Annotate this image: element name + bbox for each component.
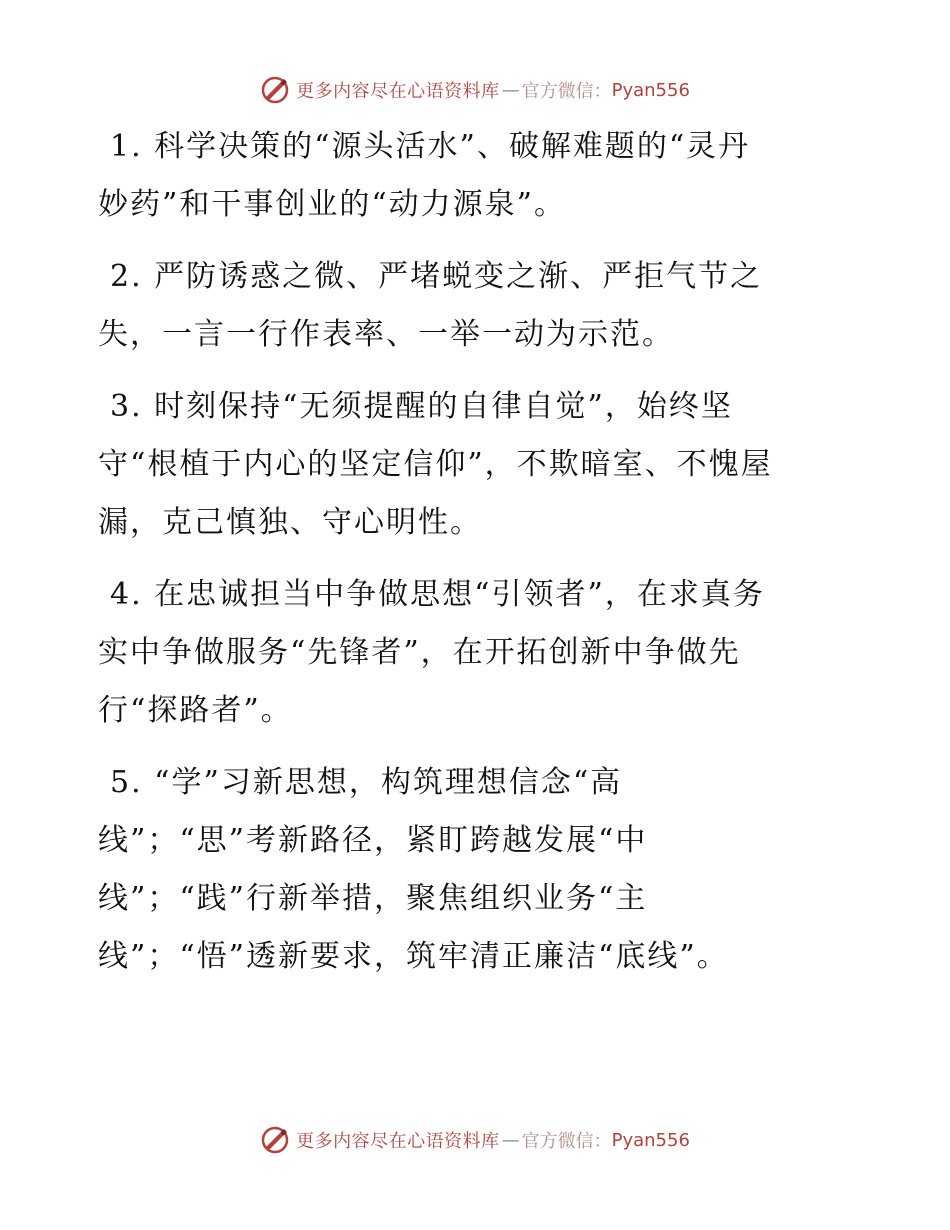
list-item-3 [98,378,858,552]
list-item-5 [98,754,858,986]
pen-logo-icon [260,75,290,105]
list-item-line: 妙药”和干事创业的“动力源泉”。 [98,187,567,222]
list-item-line: 3. 时刻保持“无须提醒的自律自觉”，始终坚 [110,389,733,424]
list-item-1 [98,118,858,234]
list-item-line: 行“探路者”。 [98,693,293,728]
list-item-line: 漏，克己慎独、守心明性。 [98,505,482,540]
footer-watermark [0,1120,950,1160]
document-body [98,118,858,1000]
list-item-line: 5. “学”习新思想，构筑理想信念“高 [110,765,623,800]
watermark-text: 更多内容尽在心语资料库 [296,1131,500,1152]
list-item-line: 实中争做服务“先锋者”，在开拓创新中争做先 [98,635,741,670]
watermark-dash: — [501,1129,520,1151]
watermark-wechat-label: 官方微信： [521,81,612,102]
list-item-line: 4. 在忠诚担当中争做思想“引领者”，在求真务 [110,577,765,612]
list-item-line: 线”；“思”考新路径，紧盯跨越发展“中 [98,823,648,858]
list-item-line: 线”；“悟”透新要求，筑牢清正廉洁“底线”。 [98,939,729,974]
watermark-wechat-label: 官方微信： [521,1131,612,1152]
watermark-wechat-id: Pyan556 [611,1129,690,1151]
list-item-4 [98,566,858,740]
list-item-2 [98,248,858,364]
watermark-wechat-id: Pyan556 [611,79,690,101]
watermark-dash: — [501,79,520,101]
list-item-line: 失，一言一行作表率、一举一动为示范。 [98,317,674,352]
pen-logo-icon [260,1125,290,1155]
list-item-line: 2. 严防诱惑之微、严堵蜕变之渐、严拒气节之 [110,259,763,294]
list-item-line: 守“根植于内心的坚定信仰”，不欺暗室、不愧屋 [98,447,773,482]
list-item-line: 线”；“践”行新举措，聚焦组织业务“主 [98,881,648,916]
header-watermark [0,70,950,110]
list-item-line: 1. 科学决策的“源头活水”、破解难题的“灵丹 [110,129,751,164]
watermark-text: 更多内容尽在心语资料库 [296,81,500,102]
